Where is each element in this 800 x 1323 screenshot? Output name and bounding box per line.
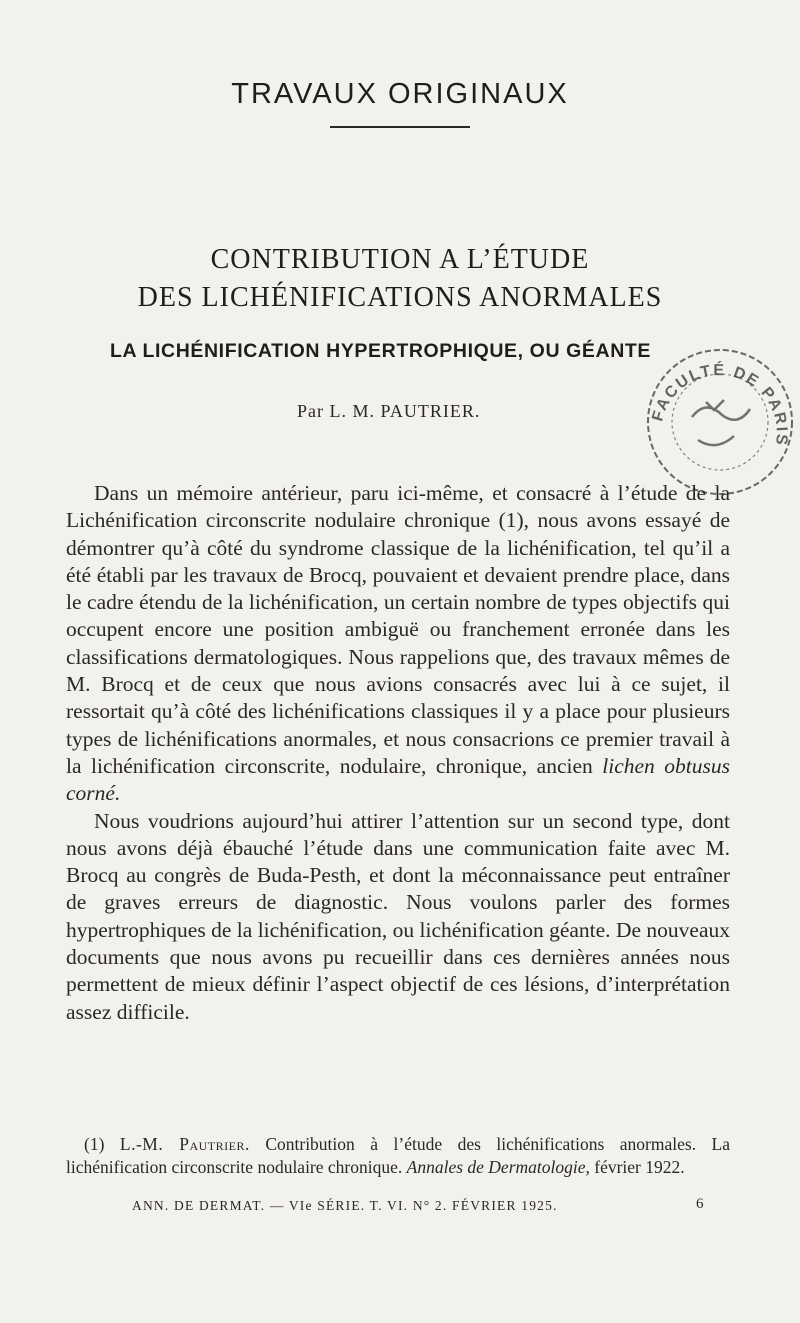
paragraph-1 — [66, 480, 730, 808]
title-divider — [330, 126, 470, 128]
article-subtitle: LA LICHÉNIFICATION HYPERTROPHIQUE, OU GÉANTE — [110, 340, 651, 362]
footnote — [66, 1133, 730, 1179]
section-title: TRAVAUX ORIGINAUX — [231, 78, 569, 110]
article-title-line-1: CONTRIBUTION A L’ÉTUDE — [210, 244, 590, 275]
library-stamp-icon — [632, 322, 798, 498]
footnote-marker: (1) — [84, 1134, 105, 1154]
stamp-text: FACULTÉ DE PARIS — [649, 362, 791, 448]
author-line: Par L. M. PAUTRIER. — [297, 401, 481, 421]
page-number: 6 — [696, 1196, 704, 1212]
paragraph-1-italic: lichen obtusus corné. — [66, 753, 730, 806]
footnote-text: Contribution à l’étude des lichénifications anormales. La lichénification circonscrite nodulaire chronique. — [66, 1134, 731, 1177]
article-body — [66, 480, 730, 1026]
footnote-journal: Annales de Dermatologie, — [406, 1157, 590, 1177]
journal-citation: ANN. DE DERMAT. — VIe SÉRIE. T. VI. N° 2. FÉVRIER 1925. — [132, 1198, 558, 1213]
paragraph-2: Nous voudrions aujourd’hui attirer l’attention sur un second type, dont nous avons déjà ébauché l’étude dans une communication faite avec M. Brocq au congrès de Buda-Pesth, et dont la méconnaissance peut entraîner de graves erreurs de diagnostic. Nous voulons parler des formes hypertrophiques de la lichénification, ou lichénification géante. De nouveaux documents que nous avons pu recueillir dans ces dernières années nous permettent de mieux définir l’aspect objectif de ces lésions, d’interprétation assez difficile. — [66, 808, 730, 1024]
footnote-author: L.-M. Pautrier. — [119, 1134, 250, 1154]
paragraph-1-text: Dans un mémoire antérieur, paru ici-même, et consacré à l’étude de la Lichénification circonscrite nodulaire chronique (1), nous avons essayé de démontrer qu’à côté du syndrome classique de la lichénification, tel qu’il a été établi par les travaux de Brocq, pouvaient et devaient prendre place, dans le cadre étendu de la lichénification, un certain nombre de types objectifs qui occupent encore une position ambiguë ou franchement erronée dans les classifications dermatologiques. Nous rappelions que, des travaux mêmes de M. Brocq et de ceux que nous avions consacrés avec lui à ce sujet, il ressortait qu’à côté des lichénifications classiques il y a place pour plusieurs types de lichénifications anormales, et nous consacrions ce premier travail à la lichénification circonscrite, nodulaire, chronique, ancien — [66, 481, 730, 778]
footnote-date: février 1922. — [594, 1157, 685, 1177]
article-title-line-2: DES LICHÉNIFICATIONS ANORMALES — [137, 282, 663, 313]
